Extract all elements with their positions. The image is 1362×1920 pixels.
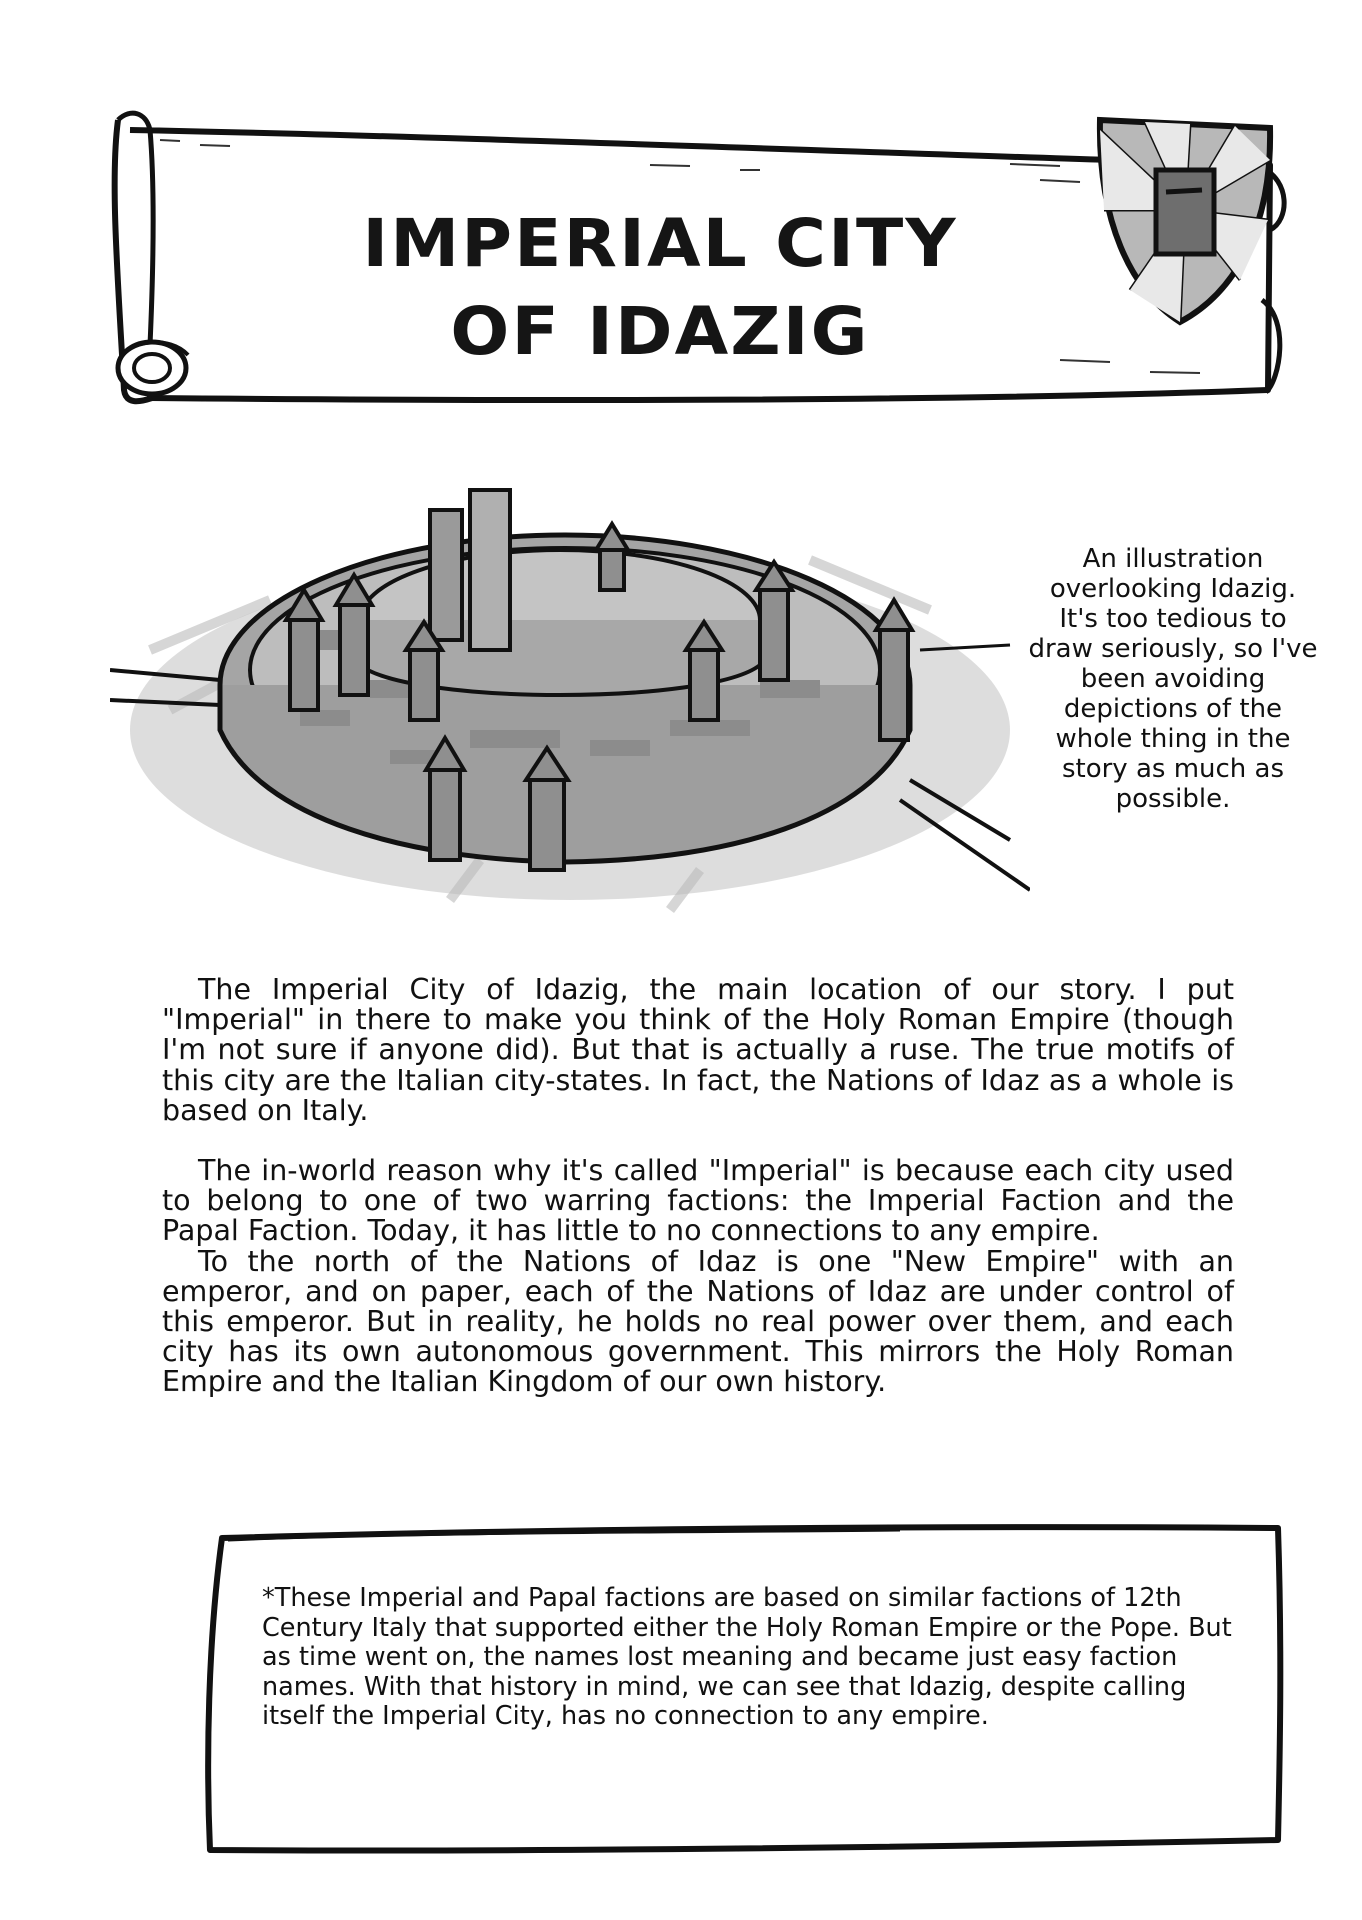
title-line-2: OF IDAZIG [450, 293, 870, 370]
body-paragraph: The in-world reason why it's called "Imperial" is because each city used to belong to one of two warring factions: the Imperial Faction and the Papal Faction. Today, it has little to no connections to any empire. [162, 1154, 1234, 1248]
coat-of-arms-icon [1090, 100, 1280, 330]
body-paragraph: To the north of the Nations of Idaz is one "New Empire" with an emperor, and on paper, each of the Nations of Idaz are under control of this emperor. But in reality, he holds no real power over them, and each city has its own autonomous government. This mirrors the Holy Roman Empire and the Italian Kingdom of our own history. [162, 1244, 1234, 1399]
body-text [162, 975, 1234, 1398]
illustration-caption: An illustration overlooking Idazig. It's too tedious to draw seriously, so I've been avoiding depictions of the whole thing in the story as much as possible. [1028, 544, 1318, 814]
body-paragraph: The Imperial City of Idazig, the main location of our story. I put "Imperial" in there to make you think of the Holy Roman Empire (though I'm not sure if anyone did). But that is actually a ruse. The true motifs of this city are the Italian city-states. In fact, the Nations of Idaz as a whole is based on Italy. [162, 973, 1234, 1127]
page-title [282, 200, 1038, 376]
city-illustration [110, 480, 1030, 940]
footnote-text: *These Imperial and Papal factions are based on similar factions of 12th Century Italy that supported either the Holy Roman Empire or the Pope. But as time went on, the names lost meaning and became just easy faction names. With that history in mind, we can see that Idazig, despite calling itself the Imperial City, has no connection to any empire. [262, 1583, 1232, 1732]
title-line-1: IMPERIAL CITY [362, 205, 958, 282]
